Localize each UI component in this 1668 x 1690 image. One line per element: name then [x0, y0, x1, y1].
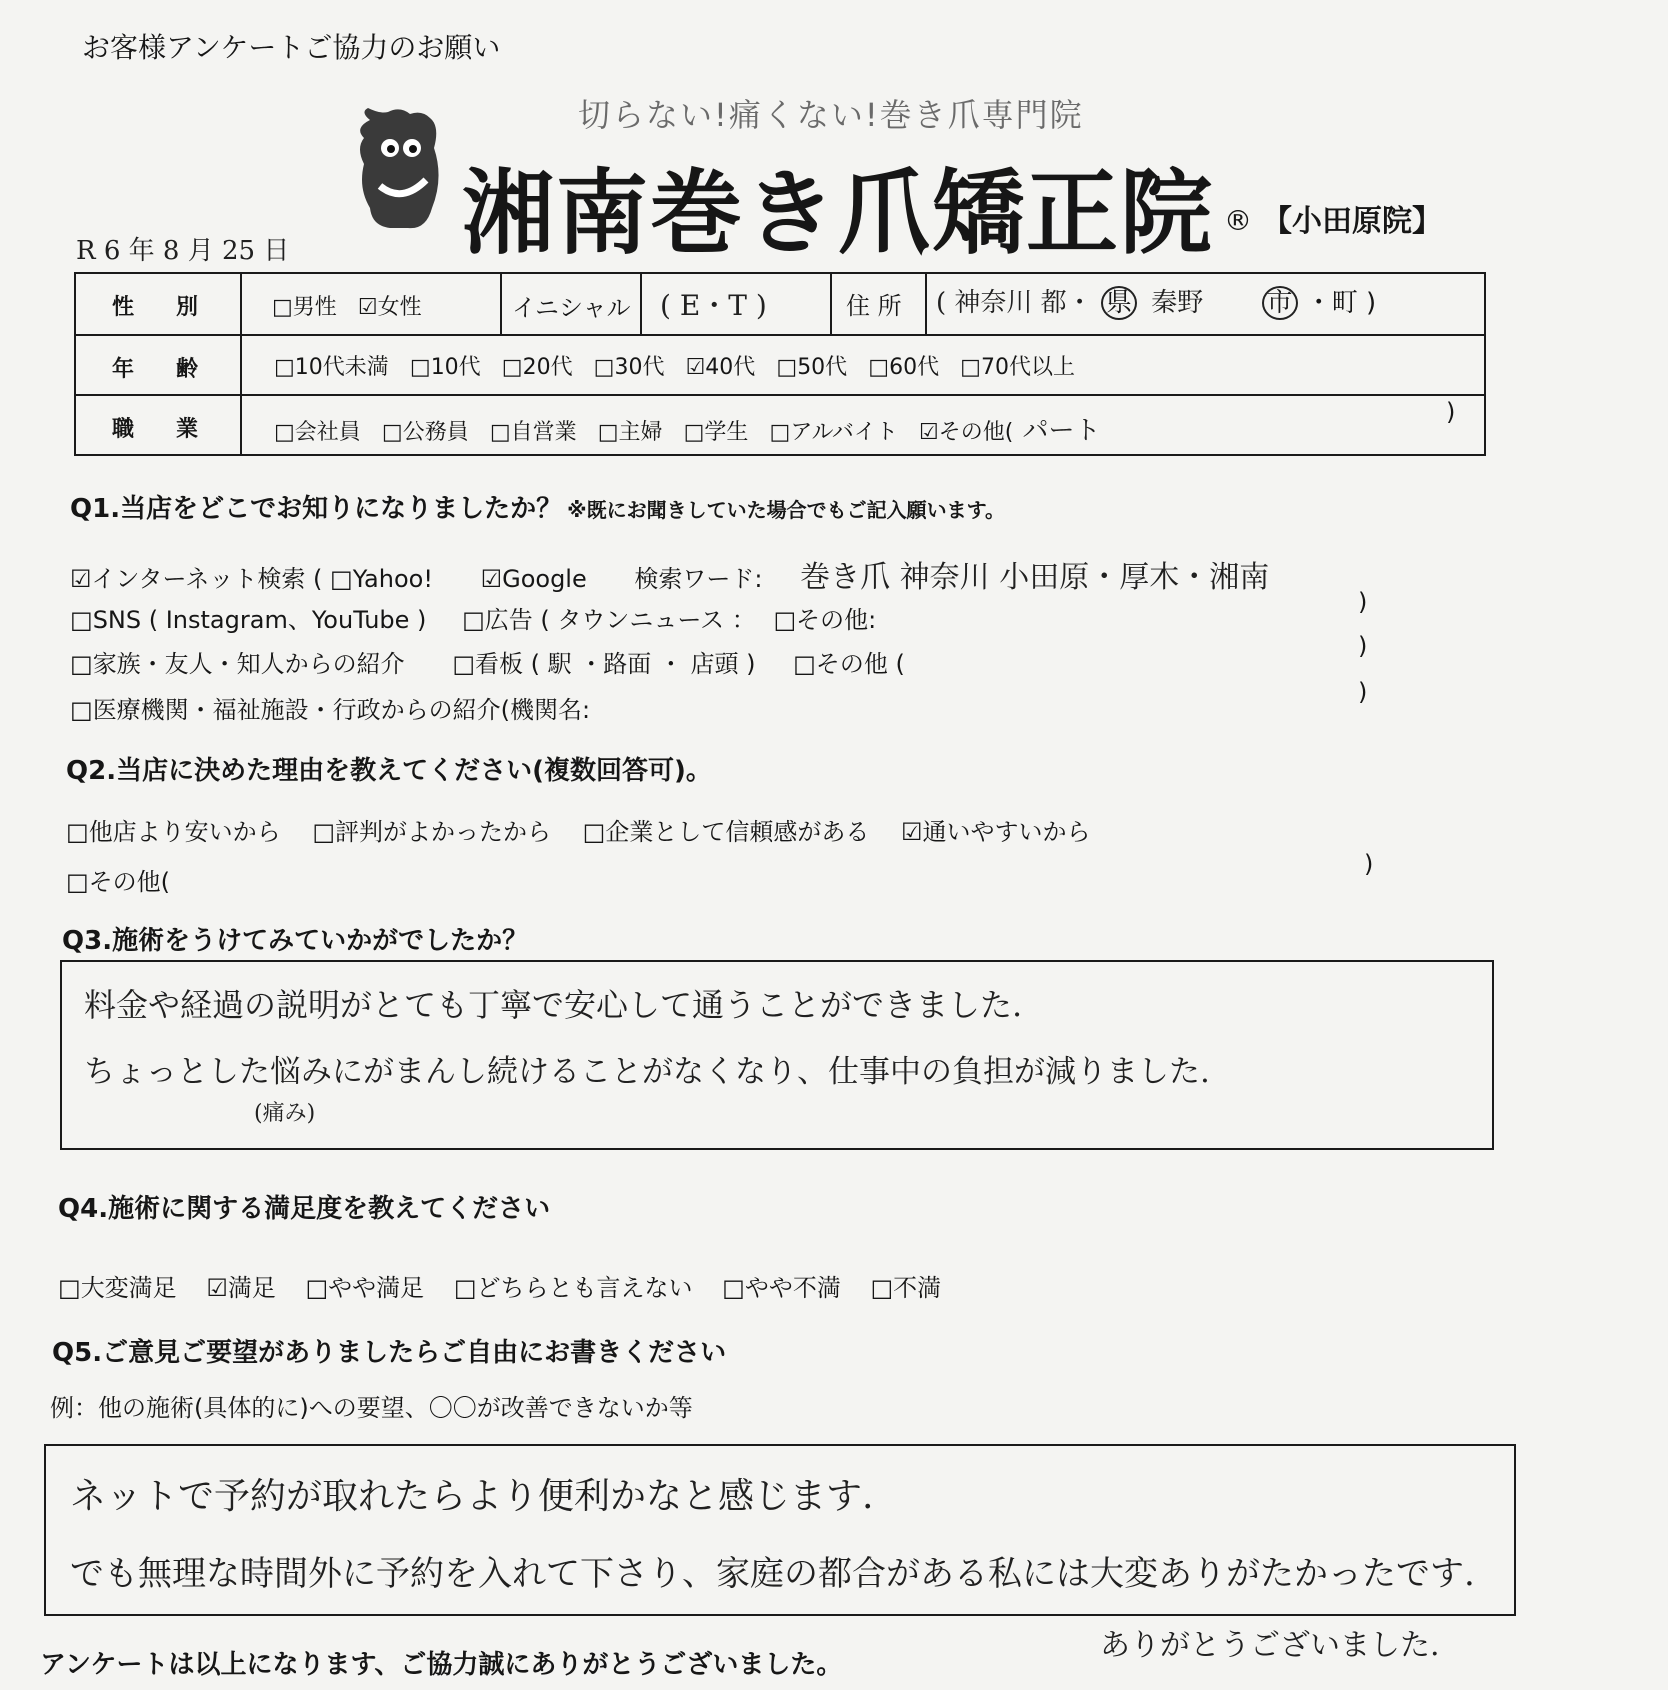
table-divider — [500, 272, 502, 334]
age-70plus-checkbox[interactable]: □ 70代以上 — [960, 355, 1075, 380]
q2-trust-checkbox[interactable]: □ 企業として信頼感がある — [583, 818, 870, 846]
age-20s-checkbox[interactable]: □ 20代 — [502, 355, 573, 380]
job-other-value: パート — [1022, 416, 1101, 446]
tagline: 切らない!痛くない!巻き爪専門院 — [578, 96, 1084, 134]
q1-family-checkbox[interactable]: □ 家族・友人・知人からの紹介 — [70, 650, 405, 678]
table-divider — [74, 334, 1484, 336]
age-40s-checkbox[interactable]: ☑ 40代 — [686, 355, 756, 380]
q1-sign-checkbox[interactable]: □ 看板 ( 駅 ・路面 ・ 店頭 ) — [452, 650, 755, 678]
survey-title: お客様アンケートご協力のお願い — [82, 31, 501, 64]
table-divider — [925, 272, 927, 334]
q4-dissatisfied-checkbox[interactable]: □ 不満 — [870, 1274, 941, 1302]
job-student-checkbox[interactable]: □ 学生 — [684, 420, 749, 445]
q1-note: ※既にお聞きしていた場合でもご記入願います。 — [567, 498, 1006, 522]
table-divider — [74, 394, 1484, 396]
job-other-checkbox[interactable]: ☑ その他( — [919, 420, 1013, 445]
q1-row-medical — [70, 690, 590, 725]
age-50s-checkbox[interactable]: □ 50代 — [776, 355, 847, 380]
address-city-mark: 市 — [1262, 286, 1298, 320]
q1-sign-other-checkbox[interactable]: □ その他 ( — [793, 650, 905, 678]
q1-sns-checkbox[interactable]: □ SNS ( Instagram、YouTube ) — [70, 606, 426, 634]
job-parttime-checkbox[interactable]: □ アルバイト — [770, 420, 898, 445]
q4-neutral-checkbox[interactable]: □ どちらとも言えない — [454, 1274, 693, 1302]
gender-male-checkbox[interactable]: □ 男性 — [272, 295, 337, 320]
q2-cheap-checkbox[interactable]: □ 他店より安いから — [66, 818, 281, 846]
q3-answer-note: (痛み) — [254, 1101, 316, 1126]
q1-close-paren: ) — [1358, 632, 1368, 660]
q1-heading — [70, 488, 1005, 525]
q1-ad-checkbox[interactable]: □ 広告 ( タウンニュース ： — [462, 606, 756, 634]
q2-access-checkbox[interactable]: ☑ 通いやすいから — [901, 818, 1091, 846]
job-office-checkbox[interactable]: □ 会社員 — [274, 420, 361, 445]
table-divider — [640, 272, 642, 334]
q1-keyword-label: 検索ワード: — [634, 565, 763, 593]
q1-yahoo-checkbox[interactable]: □ Yahoo! — [330, 565, 433, 593]
q5-answer-line2: でも無理な時間外に予約を入れて下さり、家庭の都合がある私には大変ありがたかったです. — [70, 1554, 1475, 1594]
job-close: ) — [1446, 398, 1456, 426]
q3-title: Q3.施術をうけてみていかがでしたか？ — [62, 926, 529, 956]
q2-close-paren: ) — [1364, 850, 1374, 878]
q3-answer-line2: ちょっとした悩みにがまんし続けることがなくなり、仕事中の負担が減りました. — [84, 1054, 1210, 1090]
age-60s-checkbox[interactable]: □ 60代 — [868, 355, 939, 380]
initial-label: イニシャル — [512, 294, 631, 322]
q2-other-row — [66, 862, 170, 897]
q4-options — [58, 1268, 941, 1303]
q2-title: Q2.当店に決めた理由を教えてください(複数回答可)。 — [66, 756, 712, 786]
address-city: 秦野 — [1151, 288, 1204, 318]
address-end: ・町 ) — [1305, 288, 1377, 318]
address-value — [936, 282, 1376, 319]
age-10s-checkbox[interactable]: □ 10代 — [410, 355, 481, 380]
q1-title: Q1.当店をどこでお知りになりましたか？ — [70, 494, 563, 524]
q2-reputation-checkbox[interactable]: □ 評判がよかったから — [312, 818, 551, 846]
job-options — [274, 410, 1100, 447]
q5-thanks-handwritten: ありがとうございました. — [1100, 1628, 1440, 1663]
job-self-checkbox[interactable]: □ 自営業 — [490, 420, 577, 445]
q4-somewhat-dissatisfied-checkbox[interactable]: □ やや不満 — [722, 1274, 841, 1302]
footer-text: アンケートは以上になります、ご協力誠にありがとうございました。 — [40, 1650, 843, 1680]
mascot-logo-icon — [350, 108, 450, 236]
q2-other-checkbox[interactable]: □ その他( — [66, 868, 170, 896]
gender-female-checkbox[interactable]: ☑ 女性 — [358, 295, 422, 320]
q4-title: Q4.施術に関する満足度を教えてください — [58, 1194, 551, 1224]
address-prefecture: ( 神奈川 都・ — [936, 288, 1093, 318]
q1-keyword-value: 巻き爪 神奈川 小田原・厚木・湘南 — [800, 560, 1270, 595]
gender-label: 性 別 — [112, 295, 209, 320]
q1-medical-checkbox[interactable]: □ 医療機関・福祉施設・行政からの紹介(機関名: — [70, 696, 590, 724]
q1-row-internet — [70, 552, 1269, 596]
q1-close-paren: ) — [1358, 588, 1368, 616]
q1-row-sns — [70, 600, 876, 635]
q4-satisfied-checkbox[interactable]: ☑ 満足 — [206, 1274, 276, 1302]
age-30s-checkbox[interactable]: □ 30代 — [594, 355, 665, 380]
q1-row-family — [70, 644, 905, 679]
gender-options — [272, 290, 438, 321]
q2-options — [66, 812, 1091, 847]
job-civil-checkbox[interactable]: □ 公務員 — [382, 420, 469, 445]
q5-answer-line1: ネットで予約が取れたらより便利かなと感じます. — [70, 1476, 874, 1517]
q3-answer-line1: 料金や経過の説明がとても丁寧で安心して通うことができました. — [84, 986, 1023, 1024]
clinic-name: 湘南巻き爪矯正院 — [462, 159, 1215, 267]
q1-internet-checkbox[interactable]: ☑ インターネット検索 ( — [70, 565, 322, 593]
registered-mark: ® — [1224, 204, 1252, 237]
job-label: 職 業 — [112, 417, 209, 442]
survey-date: R 6 年 8 月 25 日 — [76, 236, 290, 266]
job-housewife-checkbox[interactable]: □ 主婦 — [598, 420, 663, 445]
initial-value: ( E・T ) — [660, 289, 767, 322]
q5-example: 例：他の施術(具体的に)への要望、〇〇が改善できないか等 — [50, 1394, 693, 1422]
q5-title: Q5.ご意見ご要望がありましたらご自由にお書きください — [52, 1338, 727, 1368]
q1-google-checkbox[interactable]: ☑ Google — [481, 565, 587, 593]
q4-somewhat-satisfied-checkbox[interactable]: □ やや満足 — [305, 1274, 424, 1302]
table-divider — [240, 272, 242, 454]
branch-name: 【小田原院】 — [1262, 204, 1442, 239]
q1-close-paren: ) — [1358, 678, 1368, 706]
age-label: 年 齢 — [112, 357, 209, 382]
age-options — [274, 350, 1091, 381]
q4-very-satisfied-checkbox[interactable]: □ 大変満足 — [58, 1274, 177, 1302]
address-label: 住 所 — [846, 292, 902, 320]
table-divider — [830, 272, 832, 334]
q1-ad-other-checkbox[interactable]: □ その他: — [773, 606, 876, 634]
address-pref-mark: 県 — [1101, 286, 1137, 320]
age-under10-checkbox[interactable]: □ 10代未満 — [274, 355, 389, 380]
